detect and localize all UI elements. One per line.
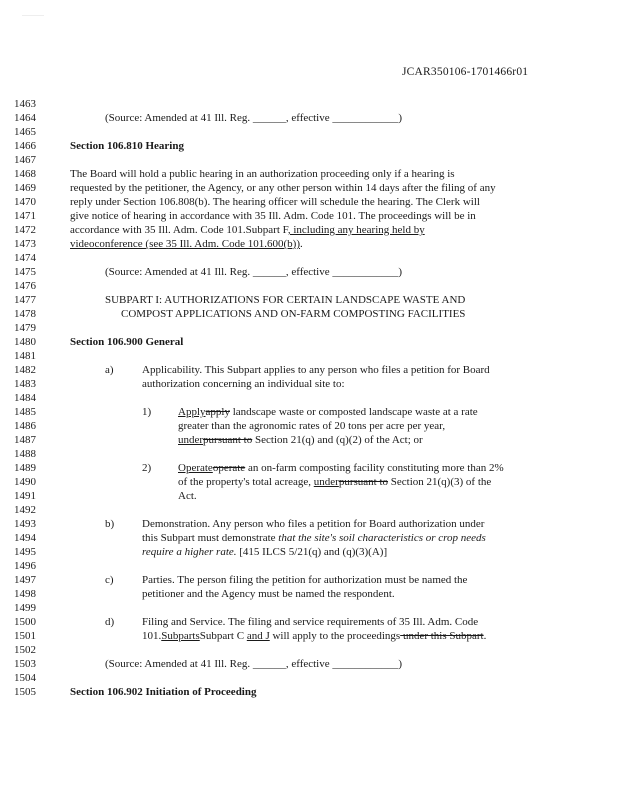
body-text: [178, 462, 504, 474]
line-number: 1481: [14, 350, 36, 362]
deleted-text: pursuant to: [338, 476, 389, 488]
body-text: [142, 630, 486, 642]
subpart-title: COMPOST APPLICATIONS AND ON-FARM COMPOSTING FACILITIES: [121, 308, 466, 320]
inserted-text: , including any hearing held by: [287, 224, 425, 236]
line-number: 1477: [14, 294, 36, 306]
body-text: [142, 546, 387, 558]
line-number: 1470: [14, 196, 36, 208]
line-number: 1479: [14, 322, 36, 334]
line-number: 1466: [14, 140, 36, 152]
subitem-label: 2): [142, 462, 152, 474]
body-text: Parties. The person filing the petition for authorization must be named the: [142, 574, 468, 586]
body-text: petitioner and the Agency must be named the respondent.: [142, 588, 395, 600]
body-text: reply under Section 106.808(b). The hearing officer will schedule the hearing. The Clerk will: [70, 196, 480, 208]
line-number: 1478: [14, 308, 36, 320]
line-number: 1501: [14, 630, 36, 642]
line-number: 1494: [14, 532, 36, 544]
inserted-text: Subparts: [161, 630, 200, 642]
line-number: 1464: [14, 112, 36, 124]
line-number: 1493: [14, 518, 36, 530]
line-number: 1480: [14, 336, 36, 348]
line-number: 1490: [14, 476, 36, 488]
statutory-quote: that the site's soil characteristics or crop needs: [278, 532, 486, 544]
body-text: The Board will hold a public hearing in an authorization proceeding only if a hearing is: [70, 168, 455, 180]
text-plain: landscape waste or composted landscape waste at a rate: [229, 406, 478, 418]
line-number: 1496: [14, 560, 36, 572]
text-plain: accordance with 35 Ill. Adm. Code 101.Subpart F: [70, 224, 288, 236]
body-text: [142, 532, 486, 544]
body-text: [178, 406, 478, 418]
subitem-label: 1): [142, 406, 152, 418]
text-plain: this Subpart must demonstrate: [142, 532, 279, 544]
item-label: a): [105, 364, 114, 376]
line-number: 1499: [14, 602, 36, 614]
text-plain: .: [300, 238, 303, 250]
line-number: 1472: [14, 224, 36, 236]
body-text: Act.: [178, 490, 197, 502]
line-number: 1487: [14, 434, 36, 446]
text-plain: Subpart C: [199, 630, 247, 642]
inserted-text: Operate: [178, 462, 213, 474]
inserted-text: Apply: [178, 406, 206, 418]
line-number: 1471: [14, 210, 36, 222]
text-plain: an on-farm composting facility constituting more than 2%: [245, 462, 504, 474]
body-text: [70, 224, 425, 236]
deleted-text: apply: [205, 406, 230, 418]
line-number: 1468: [14, 168, 36, 180]
section-heading-106-810: Section 106.810 Hearing: [70, 140, 184, 152]
inserted-text: and J: [246, 630, 270, 642]
text-plain: of the property's total acreage,: [178, 476, 314, 488]
line-number: 1482: [14, 364, 36, 376]
text-plain: .: [483, 630, 487, 642]
line-number: 1473: [14, 238, 36, 250]
deleted-text: pursuant to: [203, 434, 253, 446]
deleted-text: operate: [212, 462, 246, 474]
line-number: 1495: [14, 546, 36, 558]
line-number: 1483: [14, 378, 36, 390]
item-label: d): [105, 616, 115, 628]
item-label: b): [105, 518, 115, 530]
line-number: 1503: [14, 658, 36, 670]
body-text: greater than the agronomic rates of 20 tons per acre per year,: [178, 420, 446, 432]
body-text: [178, 476, 491, 488]
line-number: 1467: [14, 154, 36, 166]
line-number: 1486: [14, 420, 36, 432]
line-number: 1497: [14, 574, 36, 586]
body-text: authorization concerning an individual site to:: [142, 378, 345, 390]
line-number: 1502: [14, 644, 36, 656]
body-text: give notice of hearing in accordance with 35 Ill. Adm. Code 101. The proceedings will be in: [70, 210, 476, 222]
source-note: (Source: Amended at 41 Ill. Reg. ______, effective ____________): [105, 266, 403, 278]
line-number: 1505: [14, 686, 36, 698]
line-number: 1500: [14, 616, 36, 628]
line-number: 1489: [14, 462, 36, 474]
line-number: 1465: [14, 126, 36, 138]
body-text: Applicability. This Subpart applies to any person who files a petition for Board: [142, 364, 490, 376]
line-number: 1485: [14, 406, 36, 418]
line-number: 1475: [14, 266, 36, 278]
source-note: (Source: Amended at 41 Ill. Reg. ______, effective ____________): [105, 658, 403, 670]
source-note: (Source: Amended at 41 Ill. Reg. ______, effective ____________): [105, 112, 403, 124]
text-plain: will apply to the proceedings: [269, 630, 401, 642]
line-number: 1488: [14, 448, 36, 460]
inserted-text: videoconference (see 35 Ill. Adm. Code 101.600(b)): [70, 238, 301, 250]
document-id: JCAR350106-1701466r01: [402, 66, 529, 78]
line-number: 1484: [14, 392, 36, 404]
line-number: 1491: [14, 490, 36, 502]
body-text: [178, 434, 423, 446]
scan-artifact: [22, 15, 44, 20]
body-text: Demonstration. Any person who files a petition for Board authorization under: [142, 518, 485, 530]
text-plain: Section 21(q)(3) of the: [388, 476, 492, 488]
inserted-text: under: [313, 476, 339, 488]
body-text: requested by the petitioner, the Agency, or any other person within 14 days after the filing of any: [70, 182, 496, 194]
citation: [415 ILCS 5/21(q) and (q)(3)(A)]: [236, 546, 388, 558]
line-number: 1492: [14, 504, 36, 516]
inserted-text: under: [178, 434, 204, 446]
body-text: Filing and Service. The filing and service requirements of 35 Ill. Adm. Code: [142, 616, 479, 628]
item-label: c): [105, 574, 114, 586]
statutory-quote: require a higher rate.: [142, 546, 237, 558]
deleted-text: under this Subpart: [400, 630, 484, 642]
section-heading-106-902: Section 106.902 Initiation of Proceeding: [70, 686, 257, 698]
body-text: [70, 238, 303, 250]
line-number: 1474: [14, 252, 36, 264]
line-number: 1504: [14, 672, 36, 684]
section-heading-106-900: Section 106.900 General: [70, 336, 184, 348]
line-number: 1469: [14, 182, 36, 194]
text-plain: 101.: [142, 630, 162, 642]
text-plain: Section 21(q) and (q)(2) of the Act; or: [252, 434, 423, 446]
line-number: 1463: [14, 98, 36, 110]
line-number: 1476: [14, 280, 36, 292]
line-number: 1498: [14, 588, 36, 600]
subpart-title: SUBPART I: AUTHORIZATIONS FOR CERTAIN LANDSCAPE WASTE AND: [105, 294, 466, 306]
